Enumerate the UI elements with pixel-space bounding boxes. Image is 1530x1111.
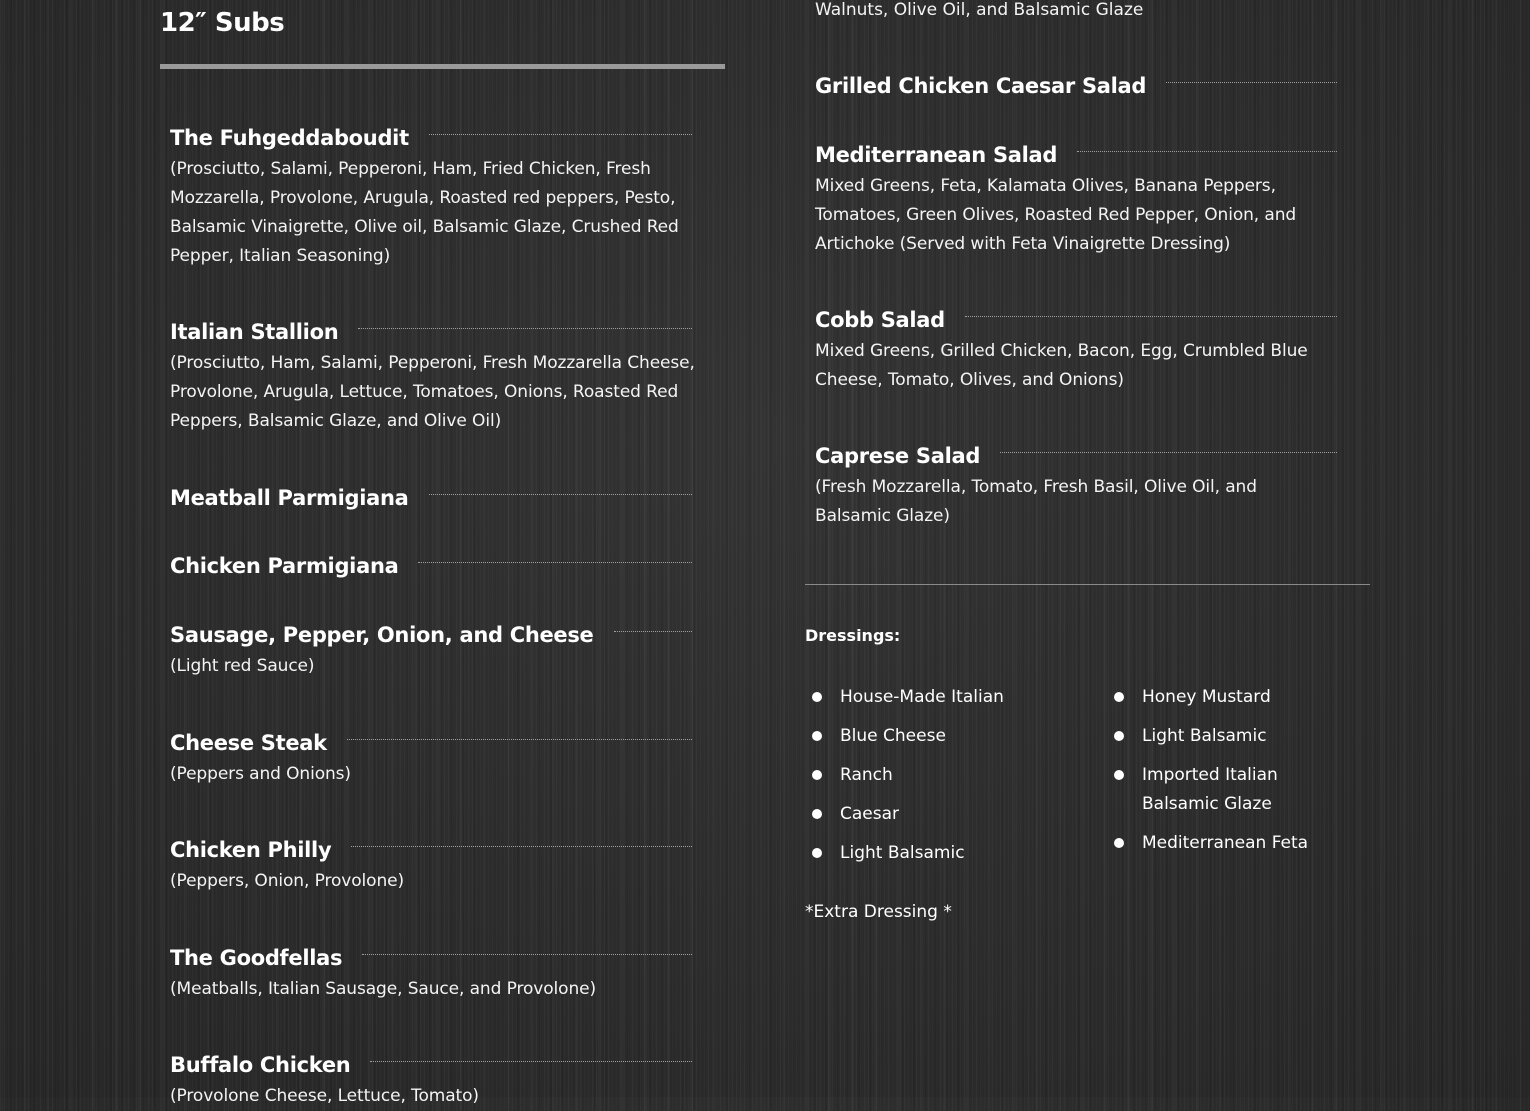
bullet-icon: [812, 731, 822, 741]
dressing-name: Blue Cheese: [840, 726, 946, 746]
item-name: The Fuhgeddaboudit: [170, 126, 409, 150]
item-description: Mixed Greens, Grilled Chicken, Bacon, Egg, Crumbled Blue Cheese, Tomato, Olives, and Onions): [815, 341, 1308, 390]
section-divider: [805, 584, 1370, 585]
menu-item-cobb-salad: [815, 305, 1337, 395]
item-description: (Provolone Cheese, Lettuce, Tomato): [170, 1086, 479, 1106]
dressing-name: Mediterranean Feta: [1142, 833, 1309, 853]
item-name: Cheese Steak: [170, 731, 327, 755]
dressings-list-right: [1107, 683, 1357, 868]
dotted-leader: [418, 562, 692, 563]
dotted-leader: [1077, 151, 1337, 152]
item-description: (Peppers, Onion, Provolone): [170, 871, 405, 891]
list-item: [805, 683, 1095, 712]
item-name: Italian Stallion: [170, 320, 339, 344]
item-name: Mediterranean Salad: [815, 143, 1058, 167]
item-description: (Fresh Mozzarella, Tomato, Fresh Basil, Olive Oil, and Balsamic Glaze): [815, 477, 1257, 526]
menu-item-fuhgeddaboudit: [170, 123, 705, 271]
item-name: Chicken Philly: [170, 838, 332, 862]
item-name: Buffalo Chicken: [170, 1053, 351, 1077]
list-item: [805, 839, 1095, 868]
bullet-icon: [812, 848, 822, 858]
section-divider: [160, 64, 725, 69]
list-item: [1107, 683, 1357, 712]
item-name: Sausage, Pepper, Onion, and Cheese: [170, 623, 594, 647]
menu-item-sausage-pepper-onion: [170, 620, 705, 681]
item-description: (Light red Sauce): [170, 656, 315, 676]
menu-item-cheese-steak: [170, 728, 705, 789]
item-description: Mixed Greens, Feta, Kalamata Olives, Banana Peppers, Tomatoes, Green Olives, Roasted Red Pepper, Onion, and Artichoke (Served with Feta Vinaigrette Dressing): [815, 176, 1297, 254]
list-item: [1107, 761, 1357, 819]
dressing-name: Light Balsamic: [840, 843, 965, 863]
dotted-leader: [614, 631, 693, 632]
bullet-icon: [812, 692, 822, 702]
menu-item-buffalo-chicken: [170, 1050, 705, 1111]
dressing-name: Caesar: [840, 804, 900, 824]
dressing-name: Light Balsamic: [1142, 726, 1267, 746]
bullet-icon: [812, 809, 822, 819]
menu-item-caprese-salad: [815, 441, 1337, 531]
dressing-name: Honey Mustard: [1142, 687, 1271, 707]
menu-item-italian-stallion: [170, 317, 705, 436]
bullet-icon: [812, 770, 822, 780]
dotted-leader: [429, 494, 692, 495]
dressing-name: House-Made Italian: [840, 687, 1004, 707]
dotted-leader: [362, 954, 692, 955]
list-item: [805, 761, 1095, 790]
item-name: Meatball Parmigiana: [170, 486, 409, 510]
item-description: Walnuts, Olive Oil, and Balsamic Glaze: [815, 0, 1144, 20]
dotted-leader: [370, 1061, 692, 1062]
bullet-icon: [1114, 770, 1124, 780]
list-item: [1107, 829, 1357, 858]
dressings-list-left: [805, 683, 1095, 878]
item-description: (Prosciutto, Ham, Salami, Pepperoni, Fresh Mozzarella Cheese, Provolone, Arugula, Lettuce, Tomatoes, Onions, Roasted Red Peppers, Balsamic Glaze, and Olive Oil): [170, 353, 695, 431]
list-item: [1107, 722, 1357, 751]
dressing-name: Imported Italian Balsamic Glaze: [1142, 765, 1278, 814]
menu-item-chicken-parmigiana: [170, 551, 705, 581]
bullet-icon: [1114, 692, 1124, 702]
item-name: Chicken Parmigiana: [170, 554, 399, 578]
dotted-leader: [965, 316, 1337, 317]
dressing-name: Ranch: [840, 765, 893, 785]
list-item: [805, 722, 1095, 751]
menu-item-chicken-philly: [170, 835, 705, 896]
dotted-leader: [347, 739, 692, 740]
dotted-leader: [351, 846, 692, 847]
item-name: The Goodfellas: [170, 946, 343, 970]
menu-item-goodfellas: [170, 943, 705, 1004]
menu-item-grilled-chicken-caesar: [815, 71, 1337, 101]
item-description: (Peppers and Onions): [170, 764, 351, 784]
dotted-leader: [1000, 452, 1337, 453]
menu-item-mediterranean-salad: [815, 140, 1337, 259]
item-name: Cobb Salad: [815, 308, 945, 332]
menu-item-meatball-parmigiana: [170, 483, 705, 513]
item-description: (Prosciutto, Salami, Pepperoni, Ham, Fried Chicken, Fresh Mozzarella, Provolone, Arugula, Roasted red peppers, Pesto, Balsamic Vinaigrette, Olive oil, Balsamic Glaze, Crushed Red Pepper, Italian Seasoning): [170, 159, 679, 266]
item-name: Grilled Chicken Caesar Salad: [815, 74, 1147, 98]
item-description: (Meatballs, Italian Sausage, Sauce, and Provolone): [170, 979, 597, 999]
bullet-icon: [1114, 731, 1124, 741]
item-name: Caprese Salad: [815, 444, 981, 468]
dressings-title: Dressings:: [805, 626, 901, 645]
bullet-icon: [1114, 838, 1124, 848]
list-item: [805, 800, 1095, 829]
dotted-leader: [358, 328, 692, 329]
section-title: 12″ Subs: [160, 8, 285, 38]
dotted-leader: [1166, 82, 1337, 83]
extra-dressing-note: *Extra Dressing *: [805, 902, 952, 922]
dotted-leader: [429, 134, 692, 135]
